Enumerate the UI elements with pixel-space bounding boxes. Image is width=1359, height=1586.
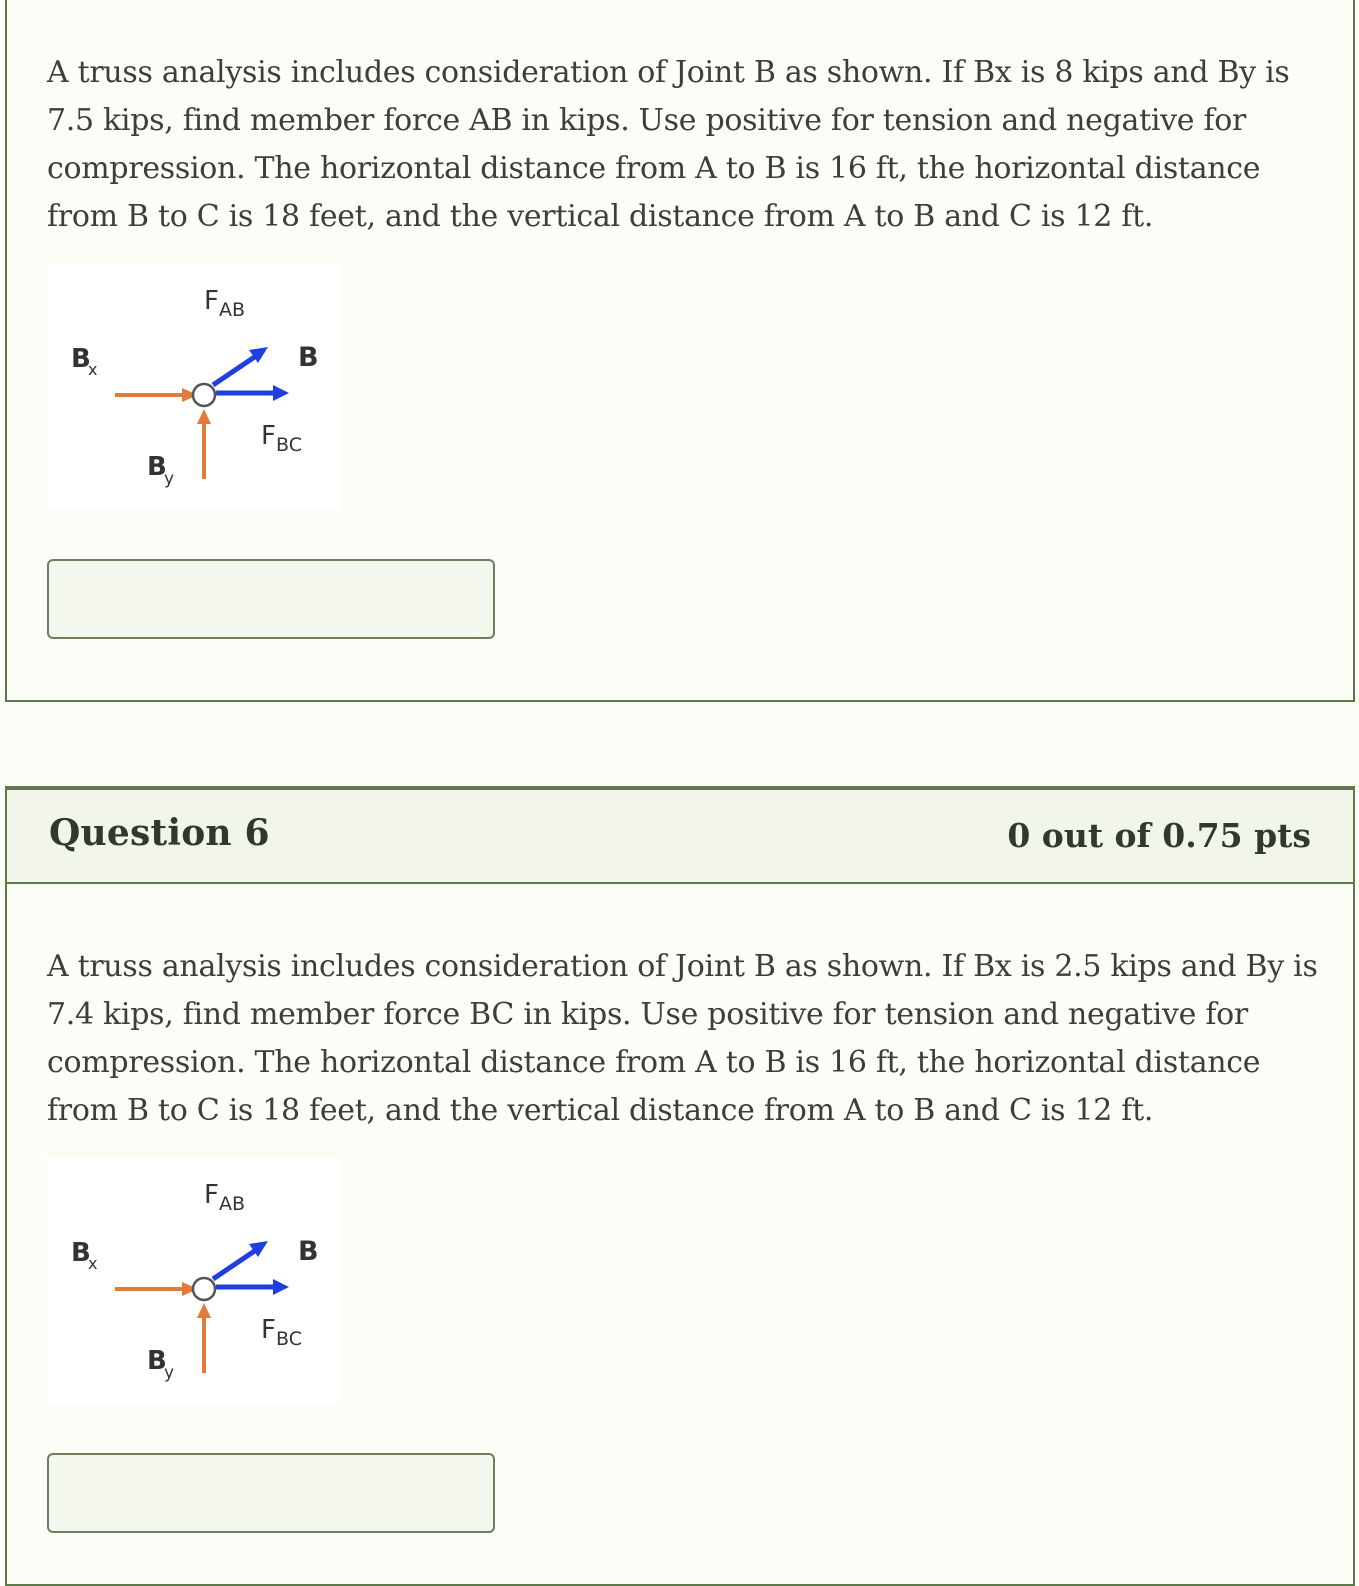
by-label (147, 1346, 174, 1383)
svg-text:x: x (88, 360, 98, 379)
answer-input[interactable] (47, 1453, 495, 1533)
question-title: Question 6 (49, 812, 270, 854)
question-points: 0 out of 0.75 pts (1007, 816, 1311, 855)
fab-label (204, 286, 245, 321)
svg-text:y: y (164, 1363, 175, 1383)
answer-input[interactable] (47, 559, 495, 639)
by-label (147, 452, 174, 489)
joint-b-node (193, 384, 215, 406)
svg-text:B: B (147, 452, 167, 482)
svg-text:B: B (147, 1346, 167, 1376)
svg-text:AB: AB (219, 299, 246, 321)
question-text: A truss analysis includes consideration of Joint B as shown. If Bx is 8 kips and By is 7.5 kips, find member force AB in kips. Use positive for tension and negative for compression. The horizontal distance from A to B is 16 ft, the horizontal distance from B to C is 18 feet, and the vertical distance from A to B and C is 12 ft. (47, 55, 1290, 234)
by-arrowhead (197, 1303, 211, 1318)
question-header (7, 790, 1353, 884)
svg-text:F: F (261, 421, 276, 451)
joint-b-label: B (298, 1236, 319, 1267)
svg-text:y: y (164, 469, 175, 489)
joint-b-diagram (47, 1158, 339, 1404)
svg-text:x: x (88, 1254, 98, 1273)
fbc-label (261, 421, 302, 456)
joint-b-node (193, 1278, 215, 1300)
question-card-previous (5, 0, 1355, 702)
fab-arrow (213, 1248, 259, 1279)
svg-text:B: B (71, 344, 91, 374)
bx-label (71, 344, 97, 379)
svg-text:F: F (204, 1180, 219, 1210)
question-card-6 (5, 786, 1355, 1586)
svg-text:BC: BC (276, 1328, 302, 1350)
bx-label (71, 1238, 97, 1273)
joint-b-label: B (298, 342, 319, 373)
svg-text:AB: AB (219, 1193, 246, 1215)
fab-arrow (213, 354, 259, 385)
fbc-label (261, 1315, 302, 1350)
svg-text:F: F (204, 286, 219, 316)
svg-text:BC: BC (276, 434, 302, 456)
svg-text:F: F (261, 1315, 276, 1345)
by-arrowhead (197, 409, 211, 424)
fab-label (204, 1180, 245, 1215)
joint-b-diagram (47, 264, 339, 510)
fbc-arrowhead (273, 385, 289, 401)
question-text: A truss analysis includes consideration of Joint B as shown. If Bx is 2.5 kips and By is 7.4 kips, find member force BC in kips. Use positive for tension and negative for compression. The horizontal distance from A to B is 16 ft, the horizontal distance from B to C is 18 feet, and the vertical distance from A to B and C is 12 ft. (47, 949, 1318, 1128)
fbc-arrowhead (273, 1279, 289, 1295)
svg-text:B: B (71, 1238, 91, 1268)
